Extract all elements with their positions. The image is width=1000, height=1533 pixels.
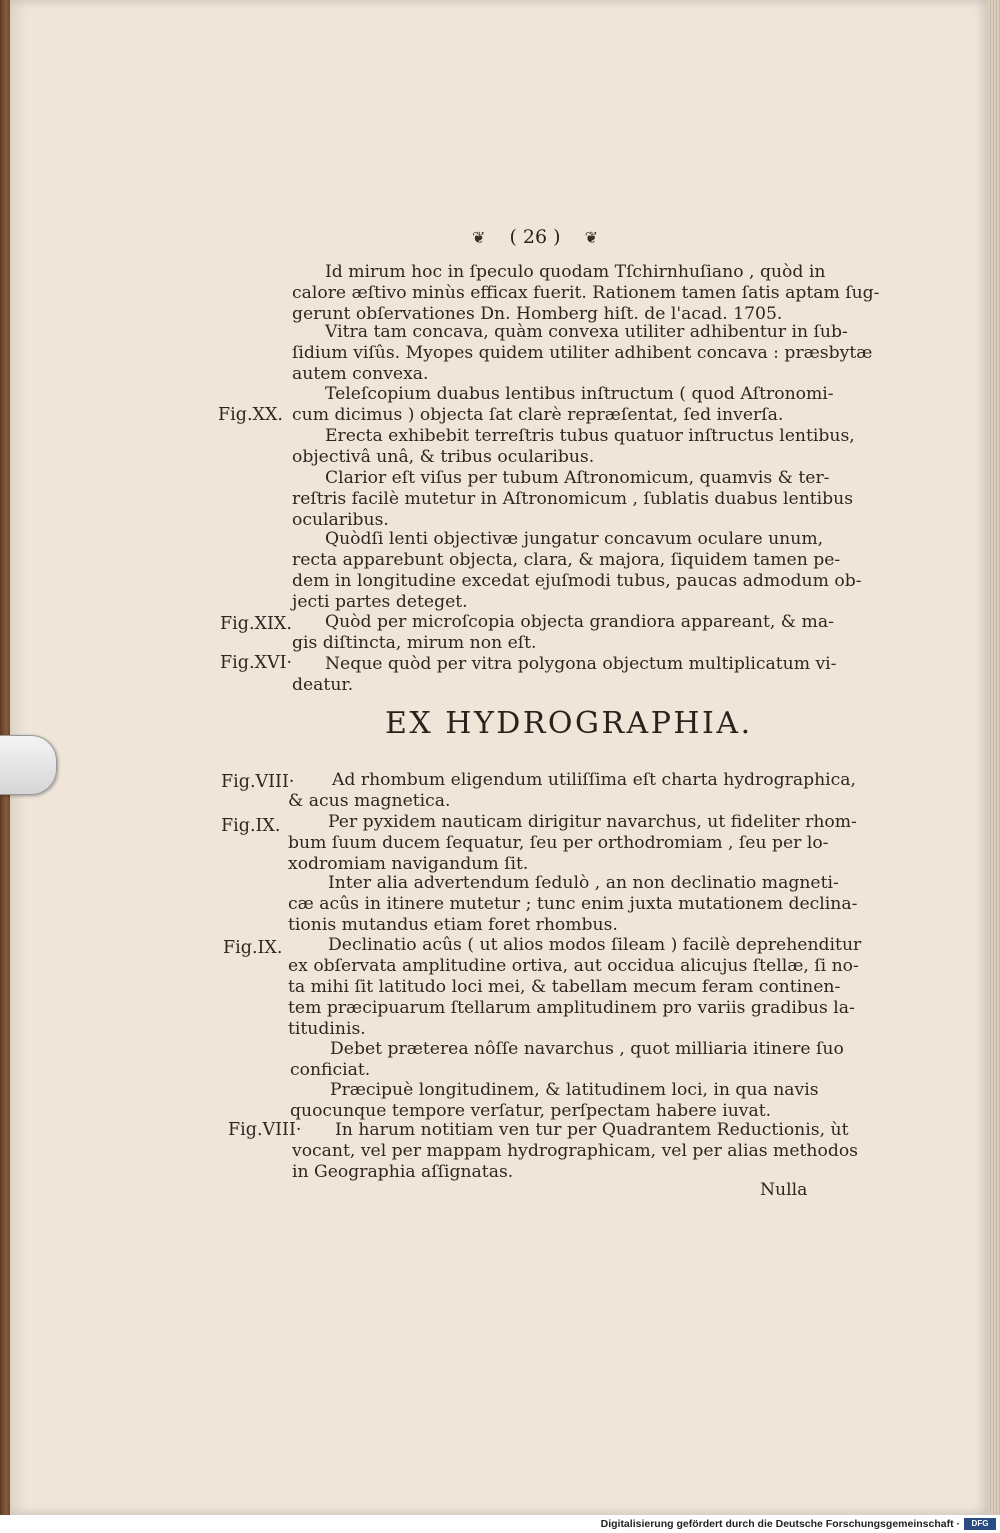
page-edges	[988, 0, 1000, 1515]
text-line: objectivâ unâ, & tribus ocularibus.	[292, 447, 595, 467]
text-line: Ad rhombum eligendum utiliſſima eſt charta hydrographica,	[332, 770, 856, 790]
text-line: dem in longitudine excedat ejuſmodi tubus, paucas admodum ob-	[292, 571, 862, 591]
text-line: recta apparebunt objecta, clara, & majora, ſiquidem tamen pe-	[292, 550, 841, 570]
text-line: gerunt obſervationes Dn. Homberg hiſt. de l'acad. 1705.	[292, 304, 783, 324]
text-line: Per pyxidem nauticam dirigitur navarchus, ut fideliter rhom-	[328, 812, 857, 832]
text-line: quocunque tempore verſatur, perſpectam habere iuvat.	[290, 1101, 772, 1121]
figure-reference: Fig.VIII·	[221, 772, 295, 792]
page-header	[430, 226, 640, 248]
left-ornament-icon: ❦	[472, 228, 486, 247]
catchword: Nulla	[760, 1180, 808, 1200]
text-line: Clarior eſt viſus per tubum Aſtronomicum, quamvis & ter-	[325, 468, 830, 488]
text-line: cæ acûs in itinere mutetur ; tunc enim juxta mutationem declina-	[288, 894, 858, 914]
figure-reference: Fig.XIX.	[220, 614, 292, 634]
figure-reference: Fig.XVI·	[220, 653, 293, 673]
text-line: reſtris facilè mutetur in Aſtronomicum , ſublatis duabus lentibus	[292, 489, 854, 509]
text-line: Teleſcopium duabus lentibus inſtructum ( quod Aſtronomi-	[325, 384, 834, 404]
text-line: ſidium viſûs. Myopes quidem utiliter adhibent concava : præsbytæ	[292, 343, 873, 363]
text-line: calore æſtivo minùs efficax fuerit. Rationem tamen ſatis aptam ſug-	[292, 283, 880, 303]
text-line: gis diſtincta, mirum non eſt.	[292, 633, 537, 653]
text-line: bum ſuum ducem ſequatur, ſeu per orthodromiam , ſeu per lo-	[288, 833, 829, 853]
text-line: vocant, vel per mappam hydrographicam, vel per alias methodos	[292, 1141, 858, 1161]
text-line: Præcipuè longitudinem, & latitudinem loci, in qua navis	[330, 1080, 819, 1100]
footer-credit: Digitalisierung gefördert durch die Deutsche Forschungsgemeinschaft ·	[600, 1518, 960, 1530]
text-line: cum dicimus ) objecta ſat clarè repræſentat, ſed inverſa.	[292, 405, 784, 425]
text-line: Declinatio acûs ( ut alios modos ſileam ) facilè deprehenditur	[328, 935, 862, 955]
digitization-footer	[0, 1515, 1000, 1533]
page-number: ( 26 )	[509, 226, 561, 248]
text-line: titudinis.	[288, 1019, 366, 1039]
text-line: tionis mutandus etiam foret rhombus.	[288, 915, 618, 935]
text-line: tem præcipuarum ſtellarum amplitudinem pro variis gradibus la-	[288, 998, 855, 1018]
text-line: ta mihi ſit latitudo loci mei, & tabellam mecum feram continen-	[288, 977, 841, 997]
text-line: ex obſervata amplitudine ortiva, aut occidua alicujus ſtellæ, ſi no-	[288, 956, 859, 976]
text-line: Quòd per microſcopia objecta grandiora appareant, & ma-	[325, 612, 834, 632]
text-line: In harum notitiam ven tur per Quadrantem Reductionis, ùt	[335, 1120, 849, 1140]
text-line: Vitra tam concava, quàm convexa utiliter adhibentur in ſub-	[325, 322, 848, 342]
text-line: jecti partes deteget.	[292, 592, 468, 612]
text-line: Id mirum hoc in ſpeculo quodam Tſchirnhuſiano , quòd in	[325, 262, 826, 282]
text-line: deatur.	[292, 675, 354, 695]
figure-reference: Fig.VIII·	[228, 1120, 302, 1140]
page-clip	[0, 735, 57, 795]
figure-reference: Fig.IX.	[221, 816, 281, 836]
text-line: conficiat.	[290, 1060, 371, 1080]
text-line: Erecta exhibebit terreſtris tubus quatuor inſtructus lentibus,	[325, 426, 855, 446]
text-line: autem convexa.	[292, 364, 429, 384]
text-line: Inter alia advertendum ſedulò , an non declinatio magneti-	[328, 873, 839, 893]
text-line: Quòdſi lenti objectivæ jungatur concavum oculare unum,	[325, 529, 824, 549]
text-line: Debet præterea nôſſe navarchus , quot milliaria itinere ſuo	[330, 1039, 844, 1059]
figure-reference: Fig.XX.	[218, 405, 283, 425]
section-title: EX HYDROGRAPHIA.	[385, 706, 753, 741]
right-ornament-icon: ❦	[584, 228, 598, 247]
text-line: in Geographia aſſignatas.	[292, 1162, 514, 1182]
text-line: & acus magnetica.	[288, 791, 451, 811]
text-line: Neque quòd per vitra polygona objectum multiplicatum vi-	[325, 654, 837, 674]
figure-reference: Fig.IX.	[223, 938, 283, 958]
text-line: xodromiam navigandum ſit.	[288, 854, 529, 874]
text-line: ocularibus.	[292, 510, 389, 530]
dfg-logo: DFG	[964, 1518, 996, 1530]
